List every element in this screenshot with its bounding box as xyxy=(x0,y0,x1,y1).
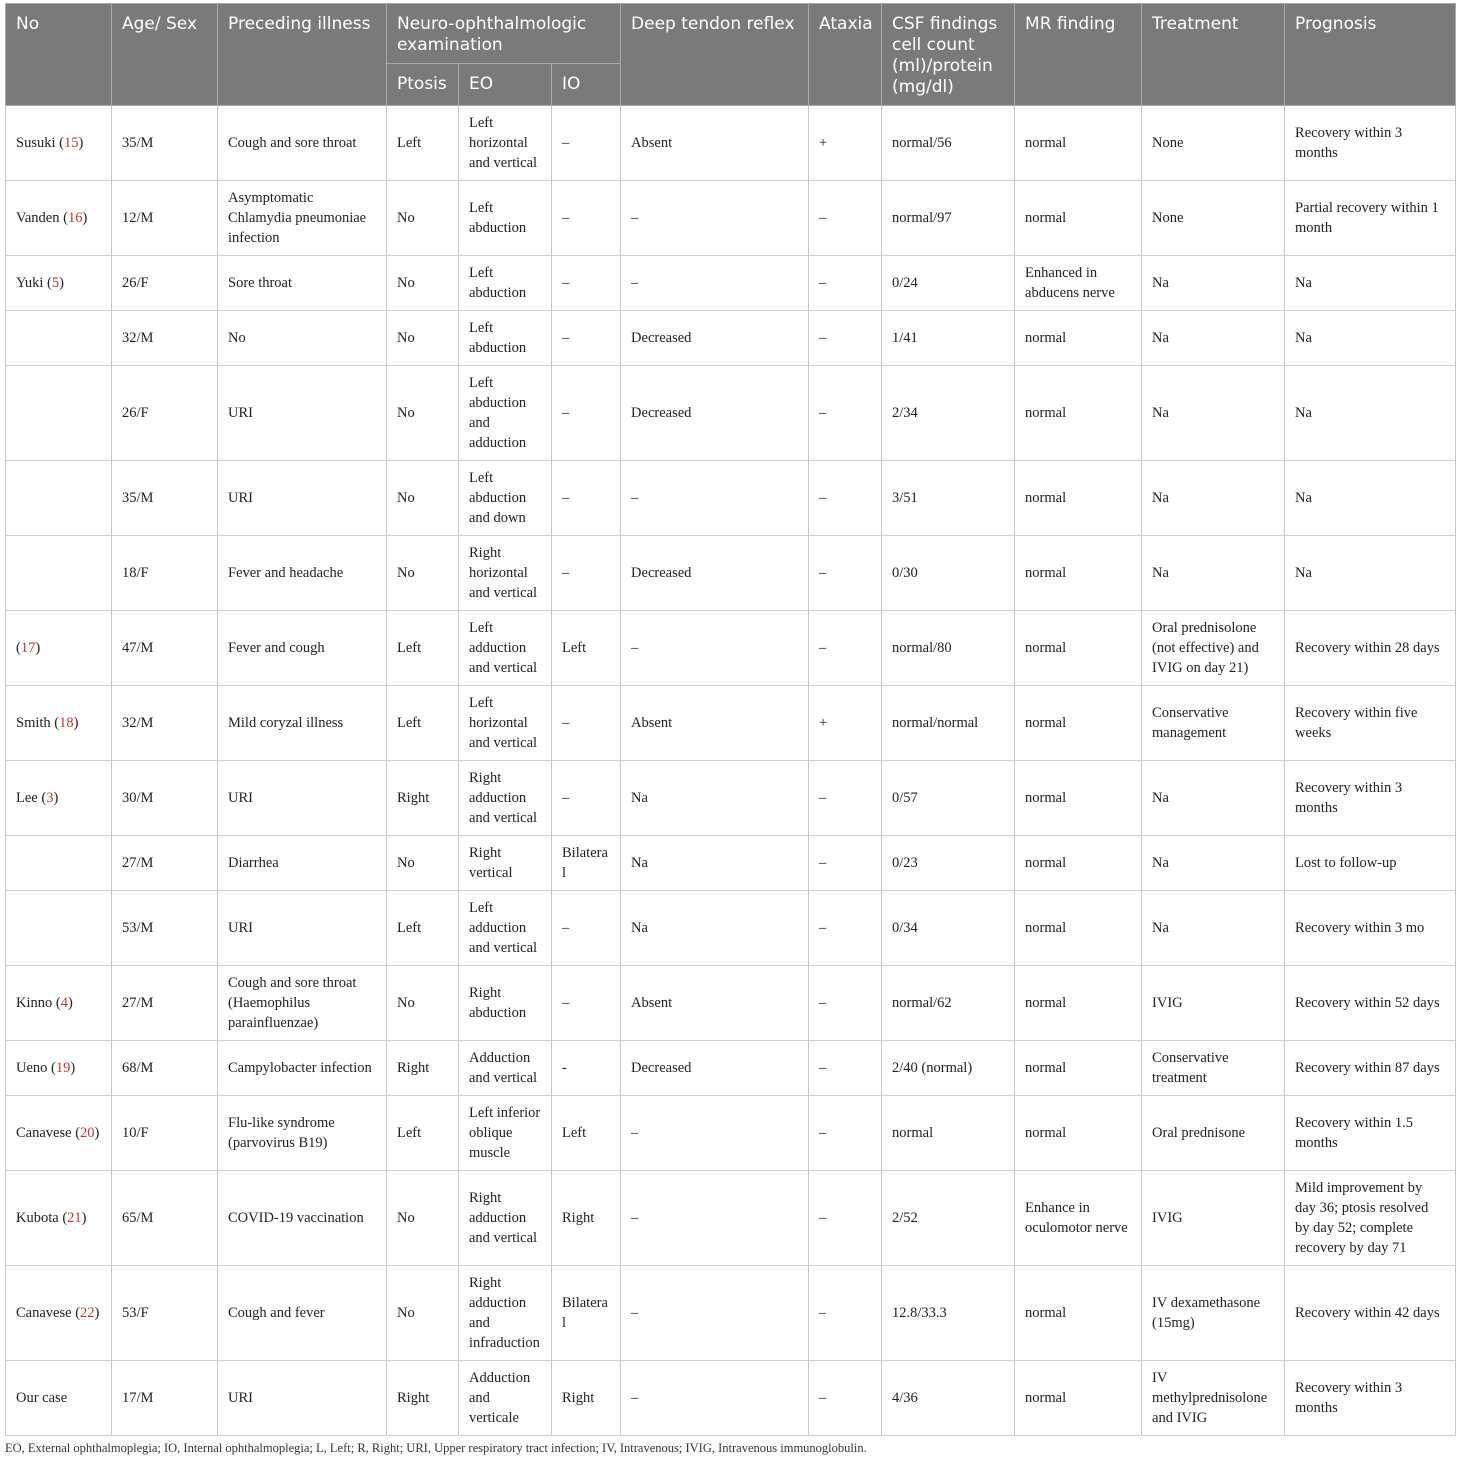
deep-tendon-reflex-cell: Na xyxy=(621,891,809,966)
ataxia-cell: – xyxy=(809,1041,882,1096)
ptosis-cell: Right xyxy=(387,1361,459,1436)
eo-cell: Right adduction and infraduction xyxy=(459,1266,552,1361)
deep-tendon-reflex-cell: – xyxy=(621,1096,809,1171)
ptosis-cell: Right xyxy=(387,1041,459,1096)
deep-tendon-reflex-cell: – xyxy=(621,1171,809,1266)
case-name-cell: Lee (3) xyxy=(6,761,112,836)
ataxia-cell: – xyxy=(809,256,882,311)
age-sex-cell: 30/M xyxy=(112,761,218,836)
case-name-cell xyxy=(6,836,112,891)
case-name-cell: Yuki (5) xyxy=(6,256,112,311)
table-row xyxy=(6,1171,1456,1266)
prognosis-cell: Mild improvement by day 36; ptosis resolved by day 52; complete recovery by day 71 xyxy=(1285,1171,1456,1266)
case-name-cell xyxy=(6,536,112,611)
csf-cell: 3/51 xyxy=(882,461,1015,536)
eo-cell: Right horizontal and vertical xyxy=(459,536,552,611)
io-cell: – xyxy=(552,536,621,611)
header-ataxia: Ataxia xyxy=(809,4,882,106)
ataxia-cell: – xyxy=(809,1096,882,1171)
treatment-cell: Na xyxy=(1142,836,1285,891)
deep-tendon-reflex-cell: – xyxy=(621,611,809,686)
mr-finding-cell: normal xyxy=(1015,611,1142,686)
ataxia-cell: – xyxy=(809,761,882,836)
csf-cell: 0/30 xyxy=(882,536,1015,611)
mr-finding-cell: normal xyxy=(1015,181,1142,256)
header-preceding-illness: Preceding illness xyxy=(218,4,387,106)
case-name-cell: Canavese (22) xyxy=(6,1266,112,1361)
header-prognosis: Prognosis xyxy=(1285,4,1456,106)
ptosis-cell: No xyxy=(387,536,459,611)
preceding-illness-cell: Fever and cough xyxy=(218,611,387,686)
mr-finding-cell: normal xyxy=(1015,891,1142,966)
io-cell: – xyxy=(552,891,621,966)
treatment-cell: Na xyxy=(1142,461,1285,536)
header-neuro-exam: Neuro-ophthalmologic examination xyxy=(387,4,621,64)
csf-cell: 0/24 xyxy=(882,256,1015,311)
io-cell: Left xyxy=(552,611,621,686)
eo-cell: Left horizontal and vertical xyxy=(459,686,552,761)
reference-link[interactable]: 16 xyxy=(67,210,83,226)
ataxia-cell: – xyxy=(809,966,882,1041)
table-row xyxy=(6,1361,1456,1436)
table-row xyxy=(6,686,1456,761)
table-row xyxy=(6,366,1456,461)
mr-finding-cell: normal xyxy=(1015,836,1142,891)
csf-cell: 0/34 xyxy=(882,891,1015,966)
reference-link[interactable]: 20 xyxy=(80,1125,95,1141)
mr-finding-cell: normal xyxy=(1015,1041,1142,1096)
io-cell: – xyxy=(552,181,621,256)
table-row xyxy=(6,891,1456,966)
table-row xyxy=(6,1096,1456,1171)
eo-cell: Adduction and verticale xyxy=(459,1361,552,1436)
csf-cell: 2/34 xyxy=(882,366,1015,461)
ataxia-cell: – xyxy=(809,1361,882,1436)
case-name-cell xyxy=(6,891,112,966)
ataxia-cell: – xyxy=(809,1171,882,1266)
table-row xyxy=(6,106,1456,181)
preceding-illness-cell: URI xyxy=(218,1361,387,1436)
reference-link[interactable]: 22 xyxy=(80,1305,95,1321)
deep-tendon-reflex-cell: – xyxy=(621,461,809,536)
mr-finding-cell: normal xyxy=(1015,966,1142,1041)
preceding-illness-cell: URI xyxy=(218,366,387,461)
author-name: Kubota xyxy=(16,1210,59,1226)
io-cell: – xyxy=(552,256,621,311)
prognosis-cell: Recovery within five weeks xyxy=(1285,686,1456,761)
treatment-cell: None xyxy=(1142,106,1285,181)
csf-cell: 2/52 xyxy=(882,1171,1015,1266)
eo-cell: Left abduction and down xyxy=(459,461,552,536)
mr-finding-cell: normal xyxy=(1015,536,1142,611)
ptosis-cell: No xyxy=(387,836,459,891)
csf-cell: normal/62 xyxy=(882,966,1015,1041)
age-sex-cell: 32/M xyxy=(112,686,218,761)
table-row xyxy=(6,461,1456,536)
age-sex-cell: 35/M xyxy=(112,461,218,536)
csf-cell: 0/57 xyxy=(882,761,1015,836)
deep-tendon-reflex-cell: Absent xyxy=(621,106,809,181)
ptosis-cell: No xyxy=(387,366,459,461)
io-cell: Right xyxy=(552,1361,621,1436)
ataxia-cell: + xyxy=(809,106,882,181)
preceding-illness-cell: Mild coryzal illness xyxy=(218,686,387,761)
age-sex-cell: 12/M xyxy=(112,181,218,256)
ptosis-cell: Right xyxy=(387,761,459,836)
io-cell: Left xyxy=(552,1096,621,1171)
eo-cell: Left abduction xyxy=(459,311,552,366)
mr-finding-cell: normal xyxy=(1015,311,1142,366)
treatment-cell: Na xyxy=(1142,761,1285,836)
table-row xyxy=(6,611,1456,686)
mr-finding-cell: normal xyxy=(1015,1096,1142,1171)
author-name: Canavese xyxy=(16,1305,72,1321)
header-eo: EO xyxy=(459,64,552,106)
reference-link[interactable]: 5 xyxy=(51,275,60,291)
age-sex-cell: 65/M xyxy=(112,1171,218,1266)
io-cell: - xyxy=(552,1041,621,1096)
csf-cell: normal xyxy=(882,1096,1015,1171)
ataxia-cell: – xyxy=(809,611,882,686)
preceding-illness-cell: COVID-19 vaccination xyxy=(218,1171,387,1266)
mr-finding-cell: normal xyxy=(1015,106,1142,181)
csf-cell: normal/80 xyxy=(882,611,1015,686)
deep-tendon-reflex-cell: Decreased xyxy=(621,1041,809,1096)
age-sex-cell: 26/F xyxy=(112,366,218,461)
table-header xyxy=(6,4,1456,106)
case-name-cell: Canavese (20) xyxy=(6,1096,112,1171)
case-name-cell: Vanden (16) xyxy=(6,181,112,256)
case-name-cell: Ueno (19) xyxy=(6,1041,112,1096)
mr-finding-cell: normal xyxy=(1015,1361,1142,1436)
io-cell: – xyxy=(552,461,621,536)
reference-link[interactable]: 21 xyxy=(67,1210,82,1226)
table-row xyxy=(6,311,1456,366)
ataxia-cell: – xyxy=(809,311,882,366)
table-body xyxy=(6,106,1456,1436)
eo-cell: Left adduction and vertical xyxy=(459,611,552,686)
age-sex-cell: 68/M xyxy=(112,1041,218,1096)
eo-cell: Right adduction and vertical xyxy=(459,761,552,836)
header-ptosis: Ptosis xyxy=(387,64,459,106)
io-cell: – xyxy=(552,966,621,1041)
ataxia-cell: – xyxy=(809,181,882,256)
prognosis-cell: Na xyxy=(1285,256,1456,311)
preceding-illness-cell: Campylobacter infection xyxy=(218,1041,387,1096)
preceding-illness-cell: Cough and sore throat (Haemophilus parainfluenzae) xyxy=(218,966,387,1041)
age-sex-cell: 35/M xyxy=(112,106,218,181)
ptosis-cell: Left xyxy=(387,686,459,761)
deep-tendon-reflex-cell: Absent xyxy=(621,966,809,1041)
preceding-illness-cell: Flu-like syndrome (parvovirus B19) xyxy=(218,1096,387,1171)
case-name-cell: Susuki (15) xyxy=(6,106,112,181)
ataxia-cell: – xyxy=(809,461,882,536)
author-name: Ueno xyxy=(16,1060,48,1076)
mr-finding-cell: normal xyxy=(1015,1266,1142,1361)
prognosis-cell: Na xyxy=(1285,536,1456,611)
io-cell: – xyxy=(552,106,621,181)
mr-finding-cell: normal xyxy=(1015,686,1142,761)
prognosis-cell: Recovery within 3 months xyxy=(1285,1361,1456,1436)
reference-link[interactable]: 4 xyxy=(60,995,68,1011)
case-name-cell: Kinno (4) xyxy=(6,966,112,1041)
prognosis-cell: Recovery within 3 months xyxy=(1285,761,1456,836)
csf-cell: 12.8/33.3 xyxy=(882,1266,1015,1361)
treatment-cell: IV methylprednisolone and IVIG xyxy=(1142,1361,1285,1436)
eo-cell: Right adduction and vertical xyxy=(459,1171,552,1266)
treatment-cell: Na xyxy=(1142,311,1285,366)
table-container xyxy=(5,3,1455,1456)
age-sex-cell: 10/F xyxy=(112,1096,218,1171)
preceding-illness-cell: No xyxy=(218,311,387,366)
treatment-cell: Oral prednisolone (not effective) and IVIG on day 21) xyxy=(1142,611,1285,686)
reference-link[interactable]: 17 xyxy=(20,640,36,656)
age-sex-cell: 53/M xyxy=(112,891,218,966)
prognosis-cell: Na xyxy=(1285,366,1456,461)
treatment-cell: IVIG xyxy=(1142,966,1285,1041)
mr-finding-cell: Enhance in oculomotor nerve xyxy=(1015,1171,1142,1266)
table-row xyxy=(6,536,1456,611)
ptosis-cell: No xyxy=(387,181,459,256)
prognosis-cell: Na xyxy=(1285,461,1456,536)
ptosis-cell: Left xyxy=(387,611,459,686)
header-io: IO xyxy=(552,64,621,106)
ptosis-cell: Left xyxy=(387,891,459,966)
author-name: Canavese xyxy=(16,1125,72,1141)
case-table xyxy=(5,3,1456,1436)
eo-cell: Left horizontal and vertical xyxy=(459,106,552,181)
ptosis-cell: No xyxy=(387,461,459,536)
case-name-cell: (17) xyxy=(6,611,112,686)
mr-finding-cell: normal xyxy=(1015,761,1142,836)
mr-finding-cell: normal xyxy=(1015,461,1142,536)
ptosis-cell: No xyxy=(387,966,459,1041)
eo-cell: Left abduction and adduction xyxy=(459,366,552,461)
ataxia-cell: – xyxy=(809,536,882,611)
prognosis-cell: Recovery within 28 days xyxy=(1285,611,1456,686)
prognosis-cell: Recovery within 42 days xyxy=(1285,1266,1456,1361)
prognosis-cell: Recovery within 52 days xyxy=(1285,966,1456,1041)
preceding-illness-cell: URI xyxy=(218,891,387,966)
preceding-illness-cell: Cough and sore throat xyxy=(218,106,387,181)
preceding-illness-cell: Sore throat xyxy=(218,256,387,311)
deep-tendon-reflex-cell: – xyxy=(621,181,809,256)
reference-link[interactable]: 3 xyxy=(46,790,54,806)
reference-link[interactable]: 18 xyxy=(59,715,74,731)
age-sex-cell: 26/F xyxy=(112,256,218,311)
deep-tendon-reflex-cell: Decreased xyxy=(621,366,809,461)
author-name: Vanden xyxy=(16,210,60,226)
preceding-illness-cell: URI xyxy=(218,461,387,536)
eo-cell: Left inferior oblique muscle xyxy=(459,1096,552,1171)
table-row xyxy=(6,256,1456,311)
io-cell: – xyxy=(552,686,621,761)
age-sex-cell: 47/M xyxy=(112,611,218,686)
deep-tendon-reflex-cell: Absent xyxy=(621,686,809,761)
io-cell: Right xyxy=(552,1171,621,1266)
csf-cell: normal/97 xyxy=(882,181,1015,256)
prognosis-cell: Na xyxy=(1285,311,1456,366)
reference-link[interactable]: 19 xyxy=(55,1060,71,1076)
eo-cell: Right vertical xyxy=(459,836,552,891)
age-sex-cell: 27/M xyxy=(112,836,218,891)
ptosis-cell: Left xyxy=(387,1096,459,1171)
header-csf-findings: CSF findings cell count (ml)/protein (mg/dl) xyxy=(882,4,1015,106)
deep-tendon-reflex-cell: – xyxy=(621,1361,809,1436)
csf-cell: 1/41 xyxy=(882,311,1015,366)
treatment-cell: Oral prednisone xyxy=(1142,1096,1285,1171)
mr-finding-cell: Enhanced in abducens nerve xyxy=(1015,256,1142,311)
ataxia-cell: – xyxy=(809,366,882,461)
csf-cell: normal/56 xyxy=(882,106,1015,181)
table-row xyxy=(6,761,1456,836)
preceding-illness-cell: Asymptomatic Chlamydia pneumoniae infection xyxy=(218,181,387,256)
ataxia-cell: – xyxy=(809,891,882,966)
table-footnote: EO, External ophthalmoplegia; IO, Internal ophthalmoplegia; L, Left; R, Right; URI, Upper respiratory tract infection; IV, Intravenous; IVIG, Intravenous immunoglobulin. xyxy=(5,1441,867,1455)
author-name: Yuki xyxy=(16,275,44,291)
prognosis-cell: Partial recovery within 1 month xyxy=(1285,181,1456,256)
io-cell: Bilateral xyxy=(552,1266,621,1361)
age-sex-cell: 32/M xyxy=(112,311,218,366)
deep-tendon-reflex-cell: – xyxy=(621,1266,809,1361)
treatment-cell: Na xyxy=(1142,536,1285,611)
csf-cell: normal/normal xyxy=(882,686,1015,761)
csf-cell: 4/36 xyxy=(882,1361,1015,1436)
ptosis-cell: No xyxy=(387,1266,459,1361)
header-no: No xyxy=(6,4,112,106)
mr-finding-cell: normal xyxy=(1015,366,1142,461)
csf-cell: 0/23 xyxy=(882,836,1015,891)
preceding-illness-cell: URI xyxy=(218,761,387,836)
table-row xyxy=(6,181,1456,256)
deep-tendon-reflex-cell: Decreased xyxy=(621,311,809,366)
case-name-cell xyxy=(6,311,112,366)
treatment-cell: IVIG xyxy=(1142,1171,1285,1266)
age-sex-cell: 18/F xyxy=(112,536,218,611)
treatment-cell: Na xyxy=(1142,891,1285,966)
prognosis-cell: Lost to follow-up xyxy=(1285,836,1456,891)
case-name-cell: Kubota (21) xyxy=(6,1171,112,1266)
deep-tendon-reflex-cell: Na xyxy=(621,761,809,836)
io-cell: Bilateral xyxy=(552,836,621,891)
author-name: Kinno xyxy=(16,995,53,1011)
preceding-illness-cell: Fever and headache xyxy=(218,536,387,611)
deep-tendon-reflex-cell: Na xyxy=(621,836,809,891)
case-name-cell xyxy=(6,461,112,536)
treatment-cell: Conservative management xyxy=(1142,686,1285,761)
header-treatment: Treatment xyxy=(1142,4,1285,106)
eo-cell: Right abduction xyxy=(459,966,552,1041)
eo-cell: Left abduction xyxy=(459,181,552,256)
deep-tendon-reflex-cell: – xyxy=(621,256,809,311)
treatment-cell: Conservative treatment xyxy=(1142,1041,1285,1096)
table-row xyxy=(6,836,1456,891)
ataxia-cell: – xyxy=(809,836,882,891)
age-sex-cell: 27/M xyxy=(112,966,218,1041)
io-cell: – xyxy=(552,311,621,366)
case-name-cell xyxy=(6,1361,112,1436)
io-cell: – xyxy=(552,761,621,836)
age-sex-cell: 17/M xyxy=(112,1361,218,1436)
io-cell: – xyxy=(552,366,621,461)
age-sex-cell: 53/F xyxy=(112,1266,218,1361)
header-mr-finding: MR finding xyxy=(1015,4,1142,106)
ptosis-cell: No xyxy=(387,311,459,366)
table-row xyxy=(6,1041,1456,1096)
prognosis-cell: Recovery within 3 mo xyxy=(1285,891,1456,966)
prognosis-cell: Recovery within 3 months xyxy=(1285,106,1456,181)
table-row xyxy=(6,1266,1456,1361)
case-name-cell: Smith (18) xyxy=(6,686,112,761)
ataxia-cell: + xyxy=(809,686,882,761)
author-name: Our case xyxy=(16,1390,68,1406)
preceding-illness-cell: Diarrhea xyxy=(218,836,387,891)
header-deep-tendon-reflex: Deep tendon reflex xyxy=(621,4,809,106)
eo-cell: Adduction and vertical xyxy=(459,1041,552,1096)
reference-link[interactable]: 15 xyxy=(63,135,79,151)
case-name-cell xyxy=(6,366,112,461)
eo-cell: Left adduction and vertical xyxy=(459,891,552,966)
author-name: Smith xyxy=(16,715,51,731)
prognosis-cell: Recovery within 1.5 months xyxy=(1285,1096,1456,1171)
table-row xyxy=(6,966,1456,1041)
treatment-cell: None xyxy=(1142,181,1285,256)
csf-cell: 2/40 (normal) xyxy=(882,1041,1015,1096)
treatment-cell: Na xyxy=(1142,256,1285,311)
ptosis-cell: Left xyxy=(387,106,459,181)
author-name: Lee xyxy=(16,790,38,806)
eo-cell: Left abduction xyxy=(459,256,552,311)
treatment-cell: IV dexamethasone (15mg) xyxy=(1142,1266,1285,1361)
header-age-sex: Age/ Sex xyxy=(112,4,218,106)
author-name: Susuki xyxy=(16,135,56,151)
ataxia-cell: – xyxy=(809,1266,882,1361)
preceding-illness-cell: Cough and fever xyxy=(218,1266,387,1361)
ptosis-cell: No xyxy=(387,256,459,311)
prognosis-cell: Recovery within 87 days xyxy=(1285,1041,1456,1096)
deep-tendon-reflex-cell: Decreased xyxy=(621,536,809,611)
ptosis-cell: No xyxy=(387,1171,459,1266)
treatment-cell: Na xyxy=(1142,366,1285,461)
